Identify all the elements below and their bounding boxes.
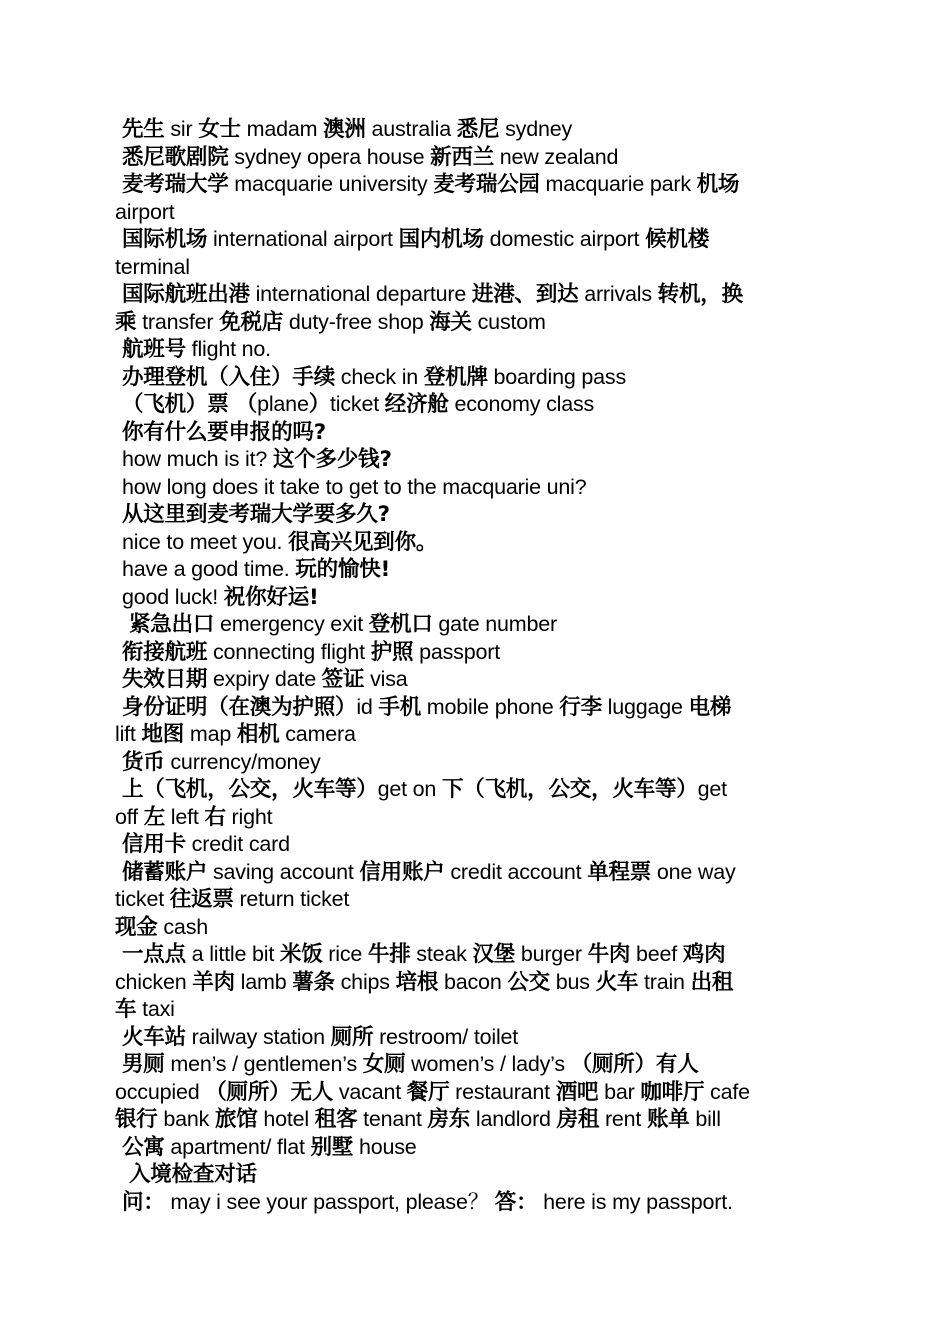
english-term: left [165,804,205,829]
chinese-term: 航班号 [122,337,186,362]
english-term: luggage [601,694,689,719]
text-line [115,914,835,942]
chinese-term: 房租 [556,1107,600,1132]
english-term: lift [115,722,142,746]
english-term: madam [240,117,324,141]
english-term: may i see your passport, please？ [164,1189,495,1214]
english-term: women’s / lady’s [405,1052,571,1076]
english-term: camera [279,722,356,746]
english-term: new zealand [494,144,619,169]
english-term: burger [515,942,588,966]
chinese-term: （飞机）票 （ [122,392,258,417]
english-term: men’s / gentlemen’s [164,1052,363,1076]
english-term: apartment/ flat [164,1134,311,1159]
chinese-term: 别墅 [310,1134,354,1160]
english-term: railway station [185,1024,331,1049]
english-term: bill [689,1107,721,1131]
english-term: landlord [470,1107,557,1131]
english-term: beef [630,942,683,966]
english-term: get on [377,777,442,801]
chinese-term: 机场 [696,172,740,197]
text-line [115,831,835,859]
chinese-term: 右 [204,804,226,830]
english-term: plane [257,392,309,416]
english-term: check in [335,364,424,389]
english-term: connecting flight [207,639,371,664]
chinese-term: 货币 [122,749,165,775]
chinese-term: 信用账户 [359,859,445,885]
english-term: occupied [115,1079,206,1104]
chinese-term: 国际航班出港 [122,282,250,307]
text-line [115,1189,835,1217]
text-line [115,804,835,832]
chinese-term: 火车 [595,969,639,995]
chinese-term: 麦考瑞大学 [122,172,229,197]
chinese-term: 国际机场 [122,227,208,252]
chinese-term: 单程票 [587,859,652,885]
chinese-term: 麦考瑞公园 [433,172,540,197]
text-line [115,886,835,914]
chinese-term: 海关 [429,309,472,335]
text-line [115,969,835,997]
english-term: mobile phone [421,694,560,719]
chinese-term: 咖啡厅 [640,1079,705,1105]
text-line [115,721,835,749]
english-term: here is my passport. [537,1189,733,1214]
english-term: bus [549,969,596,994]
text-line [115,529,835,557]
text-line [115,309,835,337]
text-line [115,336,835,364]
chinese-term: 男厕 [122,1052,165,1077]
english-term: off [115,804,144,829]
english-term: map [184,722,237,746]
english-term: bank [157,1107,215,1131]
chinese-term: 问： [122,1189,165,1215]
chinese-term: 出租 [690,969,734,995]
chinese-term: 公交 [507,969,550,995]
chinese-term: 进港、到达 [471,282,579,307]
chinese-term: 玩的愉快! [295,557,391,582]
chinese-term: 米饭 [279,942,323,967]
chinese-term: 入境检查对话 [129,1162,257,1187]
text-line [115,666,835,694]
chinese-term: 身份证明（在澳为护照） [122,694,357,720]
chinese-term: 国内机场 [398,227,484,252]
english-term: terminal [115,254,190,279]
english-term: how much is it? [122,447,273,471]
english-term: visa [364,667,408,691]
chinese-term: 护照 [370,639,414,665]
document-page [115,116,835,1216]
text-line [115,1106,835,1134]
english-term: emergency exit [214,612,369,636]
chinese-term: ） [308,392,331,417]
english-term: economy class [448,392,595,416]
chinese-term: 从这里到麦考瑞大学要多久? [122,502,390,527]
chinese-term: 火车站 [122,1024,186,1050]
chinese-term: （厕所）有人 [570,1052,699,1077]
english-term: sir [164,117,199,141]
chinese-term: 女厕 [362,1052,406,1077]
chinese-term: 先生 [122,117,165,142]
english-term: flight no. [185,337,271,361]
text-line [115,749,835,777]
text-line [115,1079,835,1107]
text-line [115,694,835,722]
english-term: id [356,694,379,719]
english-term: sydney opera house [228,144,431,169]
english-term: custom [471,309,546,334]
english-term: hotel [257,1107,315,1131]
chinese-term: 下（飞机，公交，火车等） [441,777,698,802]
text-line [115,556,835,584]
english-term: nice to meet you. [122,529,289,554]
english-term: rice [322,942,368,966]
english-term: airport [115,199,175,224]
text-line [115,1161,835,1189]
chinese-term: 女士 [198,117,241,142]
chinese-term: 悉尼 [456,117,500,142]
chinese-term: 银行 [115,1107,158,1132]
chinese-term: 紧急出口 [129,612,215,637]
english-term: bacon [438,969,508,994]
chinese-term: 左 [143,804,166,830]
chinese-term: 转机，换 [657,282,743,307]
english-term: vacant [333,1079,407,1104]
chinese-term: 澳洲 [323,117,366,142]
chinese-term: 登机口 [368,612,433,637]
english-term: credit account [444,859,588,884]
english-term: transfer [136,309,220,334]
english-term: arrivals [578,282,658,306]
english-term: cash [157,914,208,939]
english-term: macquarie park [539,172,697,196]
chinese-term: 上（飞机，公交，火车等） [122,777,378,802]
english-term: return ticket [233,887,350,911]
english-term: international departure [249,282,472,306]
text-line [115,254,835,282]
chinese-term: 信用卡 [122,832,186,857]
english-term: have a good time. [122,557,296,581]
english-term: ticket [330,392,385,416]
text-line [115,1051,835,1079]
english-term: domestic airport [483,227,646,251]
english-term: currency/money [164,749,321,774]
english-term: right [225,804,273,829]
chinese-term: 公寓 [122,1134,165,1160]
text-line [115,859,835,887]
text-line [115,171,835,199]
text-line [115,584,835,612]
chinese-term: 这个多少钱? [272,447,392,472]
chinese-term: 房东 [427,1107,471,1132]
chinese-term: 账单 [646,1107,690,1132]
chinese-term: 牛排 [367,942,411,967]
chinese-term: 你有什么要申报的吗? [122,419,326,445]
english-term: chicken [115,969,193,994]
english-term: boarding pass [487,364,626,389]
text-line [115,226,835,254]
english-term: tenant [357,1107,428,1131]
chinese-term: 培根 [395,969,439,995]
chinese-term: 办理登机（入住）手续 [122,364,336,390]
english-term: ticket [115,887,170,911]
chinese-term: 往返票 [169,887,234,912]
chinese-term: 车 [115,997,137,1022]
chinese-term: 一点点 [122,942,186,967]
english-term: bar [598,1079,641,1104]
english-term: cafe [704,1079,750,1104]
english-term: saving account [207,859,360,884]
chinese-term: 酒吧 [555,1079,599,1105]
text-line [115,611,835,639]
english-term: australia [365,117,457,141]
text-line [115,364,835,392]
english-term: restaurant [449,1079,556,1104]
chinese-term: 乘 [115,309,137,335]
english-term: chips [334,969,396,994]
chinese-term: （厕所）无人 [205,1079,334,1105]
text-line [115,144,835,172]
chinese-term: 免税店 [219,309,284,335]
chinese-term: 现金 [115,914,158,940]
chinese-term: 牛肉 [587,942,631,967]
english-term: macquarie university [228,172,434,196]
chinese-term: 手机 [378,694,422,720]
text-line [115,1024,835,1052]
chinese-term: 候机楼 [645,227,710,252]
chinese-term: 行李 [559,694,602,720]
chinese-term: 薯条 [292,969,335,995]
english-term: passport [413,639,500,664]
chinese-term: 祝你好运! [223,584,319,610]
chinese-term: 新西兰 [430,144,495,170]
text-line [115,776,835,804]
text-line [115,996,835,1024]
chinese-term: 相机 [236,722,280,747]
text-line [115,419,835,447]
english-term: gate number [432,612,557,636]
chinese-term: 悉尼歌剧院 [122,144,229,170]
english-term: a little bit [185,942,280,966]
chinese-term: 很高兴见到你。 [288,529,438,555]
english-term: expiry date [207,667,322,691]
english-term: how long does it take to get to the macquarie uni? [122,474,587,499]
text-line [115,501,835,529]
english-term: duty-free shop [283,309,430,334]
chinese-term: 地图 [141,722,185,747]
chinese-term: 汉堡 [472,942,516,967]
text-line [115,199,835,227]
english-term: steak [410,942,473,966]
chinese-term: 羊肉 [192,969,235,995]
text-line [115,446,835,474]
chinese-term: 鸡肉 [682,942,726,967]
chinese-term: 储蓄账户 [122,859,208,885]
english-term: one way [651,859,736,884]
text-line [115,116,835,144]
chinese-term: 旅馆 [214,1107,258,1132]
chinese-term: 登机牌 [423,364,488,390]
chinese-term: 厕所 [330,1024,374,1050]
english-term: good luck! [122,584,224,609]
chinese-term: 答： [494,1189,538,1215]
text-line [115,941,835,969]
text-line [115,474,835,502]
english-term: lamb [234,969,293,994]
english-term: rent [599,1107,647,1131]
text-line [115,281,835,309]
text-line [115,391,835,419]
chinese-term: 租客 [314,1107,358,1132]
chinese-term: 失效日期 [122,667,208,692]
text-line [115,1134,835,1162]
chinese-term: 签证 [321,667,365,692]
chinese-term: 电梯 [688,694,732,720]
text-line [115,639,835,667]
english-term: restroom/ toilet [373,1024,519,1049]
english-term: house [353,1134,417,1159]
english-term: get [697,777,727,801]
chinese-term: 衔接航班 [122,639,208,665]
chinese-term: 经济舱 [384,392,449,417]
english-term: credit card [185,832,290,856]
english-term: taxi [136,997,175,1021]
english-term: sydney [499,117,573,141]
english-term: train [638,969,691,994]
chinese-term: 餐厅 [406,1079,450,1105]
english-term: international airport [207,227,399,251]
